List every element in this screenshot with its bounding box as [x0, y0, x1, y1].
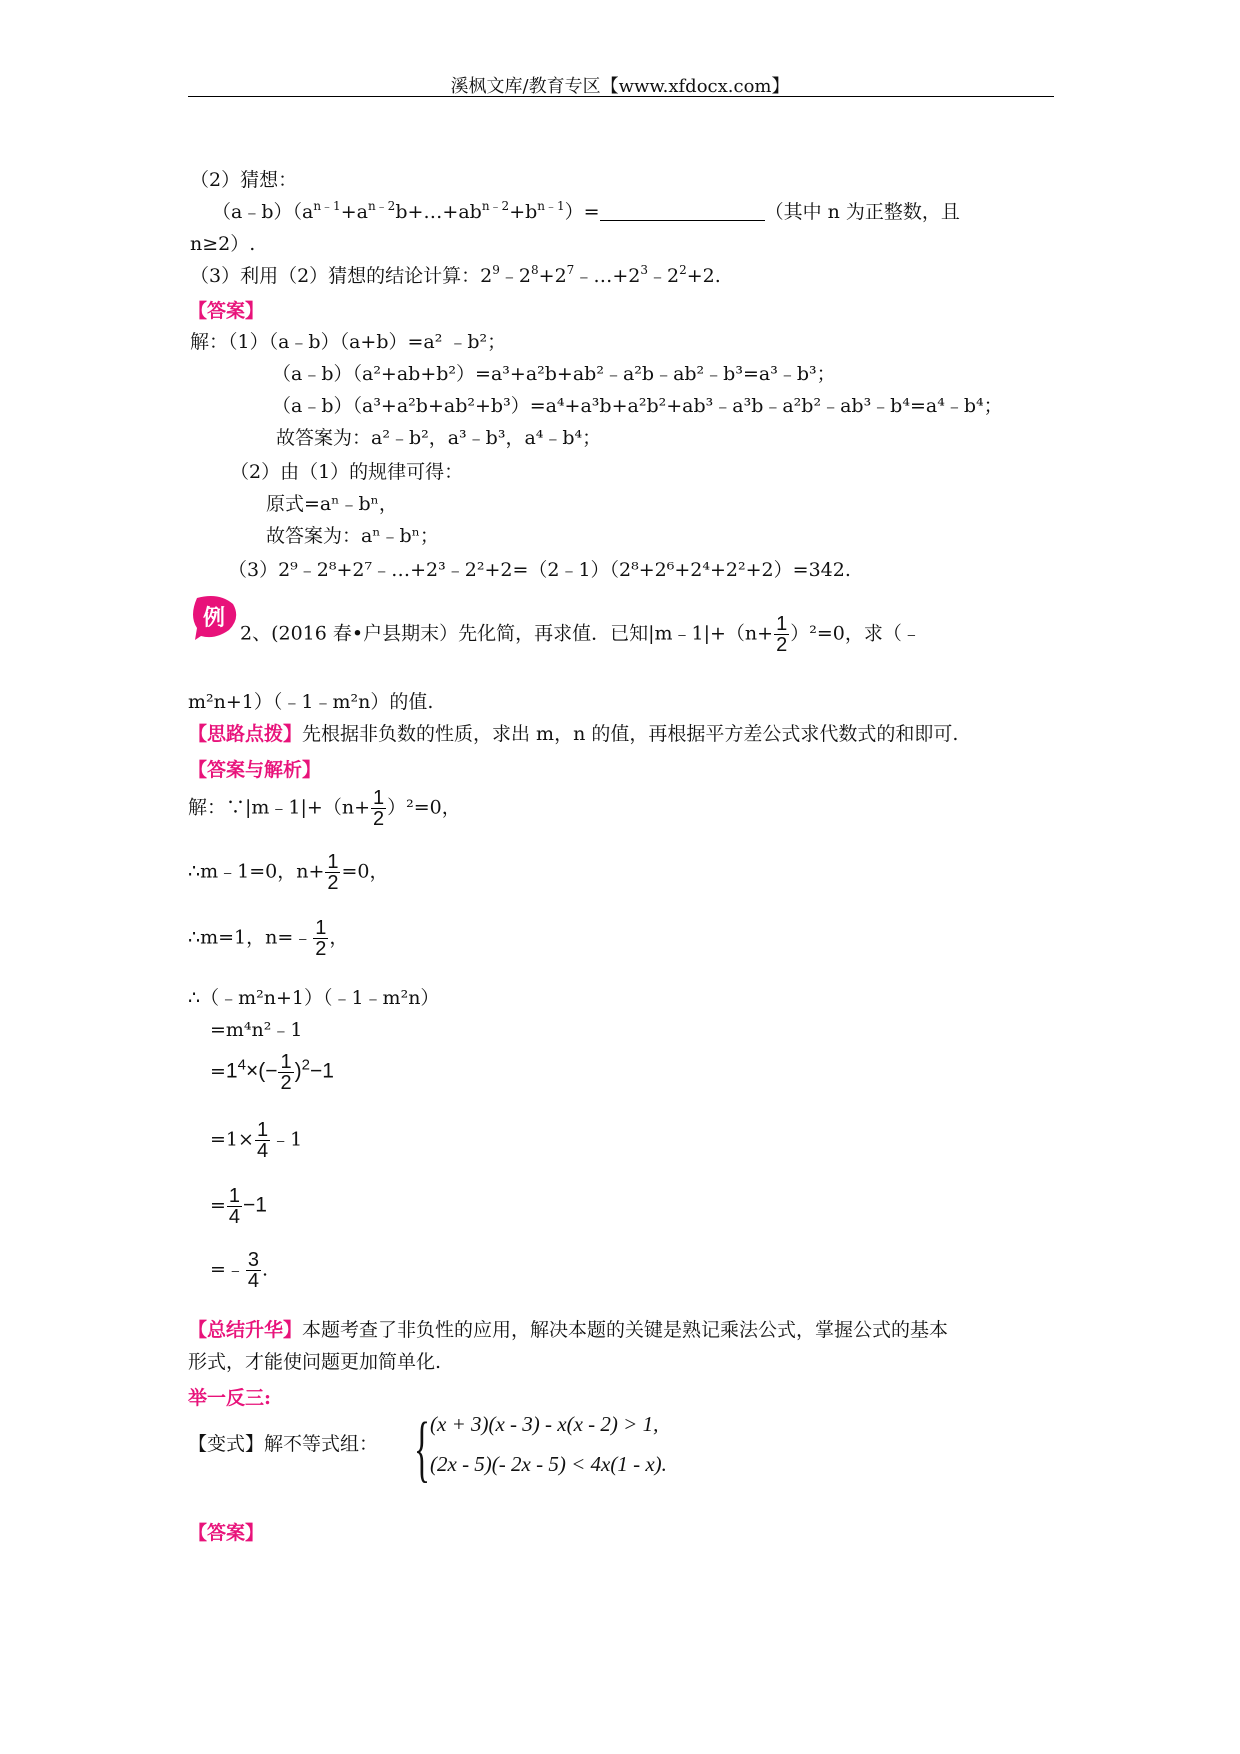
question-part2-cont: n≥2）. — [190, 233, 256, 255]
fraction-one-half: $\frac{1}{2}$ — [315, 917, 327, 960]
hint-tag: 【思路点拨】 — [188, 723, 303, 745]
fraction-one-quarter: $\frac{1}{4}$ — [228, 1185, 241, 1228]
solution2-line2: ∴m﹣1=0，n+ $\frac{1}{2}$ =0， — [188, 851, 389, 894]
example-question: 2、(2016 春•户县期末）先化简，再求值．已知|m﹣1|+（n+ $\frac{1}{2}$ ）²=0，求（﹣ — [240, 613, 921, 656]
answer-blank — [600, 202, 765, 221]
header-divider — [188, 96, 1054, 97]
solution1-line6: 原式=aⁿ﹣bⁿ， — [266, 493, 398, 515]
question-part2-formula: $(a﹣b)(a^{n﹣1}+a^{n﹣2}b+\dots+ab^{n﹣2}+b^{n﹣1})=$ （其中 n 为正整数，且 — [212, 199, 960, 223]
summary-tag: 【总结升华】 — [188, 1319, 303, 1341]
answer-tag-2: 【答案】 — [188, 1522, 265, 1544]
question-part2-label: （2）猜想： — [190, 169, 298, 191]
fraction-one-half: $\frac{1}{2}$ — [776, 613, 788, 656]
answer-analysis-tag: 【答案与解析】 — [188, 759, 322, 781]
solution2-line3: ∴m=1，n=﹣ $\frac{1}{2}$ ， — [188, 917, 349, 960]
solution1-line8: （3）2⁹﹣2⁸+2⁷﹣…+2³﹣2²+2=（2﹣1）（2⁸+2⁶+2⁴+2²+2）=342. — [228, 559, 851, 581]
fraction-one-half: $\frac{1}{2}$ — [280, 1051, 292, 1094]
solution2-line5: =m⁴n²﹣1 — [210, 1019, 303, 1041]
fraction-three-quarters: $\frac{3}{4}$ — [247, 1249, 260, 1292]
brace-icon: { — [414, 1408, 430, 1490]
answer-tag: 【答案】 — [188, 300, 265, 322]
example-badge-label: 例 — [202, 606, 226, 631]
question-part3: （3）利用（2）猜想的结论计算：$2^9﹣2^8+2^7﹣\dots+2^3﹣2^2+2$. — [190, 263, 721, 287]
example-question-cont: m²n+1）（﹣1﹣m²n）的值. — [188, 691, 434, 713]
variant-label: 【变式】解不等式组： — [188, 1433, 379, 1455]
example-badge-icon — [189, 594, 239, 640]
solution2-line8: = $\frac{1}{4}$ −1 — [210, 1185, 267, 1228]
hint-line: 【思路点拨】先根据非负数的性质，求出 m，n 的值，再根据平方差公式求代数式的和即可. — [188, 723, 959, 745]
solution1-line5: （2）由（1）的规律可得： — [230, 461, 464, 483]
fraction-one-quarter: $\frac{1}{4}$ — [256, 1119, 269, 1162]
solution1-line7: 故答案为：aⁿ﹣bⁿ； — [266, 525, 439, 547]
solution1-line2: （a﹣b）（a²+ab+b²）=a³+a²b+ab²﹣a²b﹣ab²﹣b³=a³﹣b³； — [272, 363, 836, 385]
practice-tag: 举一反三: — [188, 1387, 272, 1409]
page-header: 溪枫文库/教育专区【www.xfdocx.com】 — [450, 76, 790, 97]
solution2-line4: ∴（﹣m²n+1）（﹣1﹣m²n） — [188, 987, 440, 1009]
solution1-line4: 故答案为：a²﹣b²，a³﹣b³，a⁴﹣b⁴； — [276, 427, 602, 449]
summary-line1: 【总结升华】本题考查了非负性的应用，解决本题的关键是熟记乘法公式，掌握公式的基本 — [188, 1319, 949, 1341]
solution2-line1: 解：∵|m﹣1|+（n+ $\frac{1}{2}$ ）²=0， — [188, 787, 461, 830]
solution1-line1: 解：（1）（a﹣b）（a+b）=a² ﹣b²； — [190, 331, 507, 353]
fraction-one-half: $\frac{1}{2}$ — [327, 851, 339, 894]
summary-line2: 形式，才能使问题更加简单化. — [188, 1351, 442, 1373]
solution2-line7: =1× $\frac{1}{4}$ ﹣1 — [210, 1119, 303, 1162]
solution2-line9: =﹣ $\frac{3}{4}$ . — [210, 1249, 269, 1292]
solution2-line6: $=1^4\times(-$ $\frac{1}{2}$ )$^2$−1 — [210, 1051, 334, 1094]
inequality-2: (2x - 5)(- 2x - 5) < 4x(1 - x). — [430, 1452, 667, 1476]
inequality-1: (x + 3)(x - 3) - x(x - 2) > 1, — [430, 1412, 659, 1436]
fraction-one-half: $\frac{1}{2}$ — [373, 787, 385, 830]
solution1-line3: （a﹣b）（a³+a²b+ab²+b³）=a⁴+a³b+a²b²+ab³﹣a³b﹣a²b²﹣ab³﹣b⁴=a⁴﹣b⁴； — [272, 395, 1003, 417]
